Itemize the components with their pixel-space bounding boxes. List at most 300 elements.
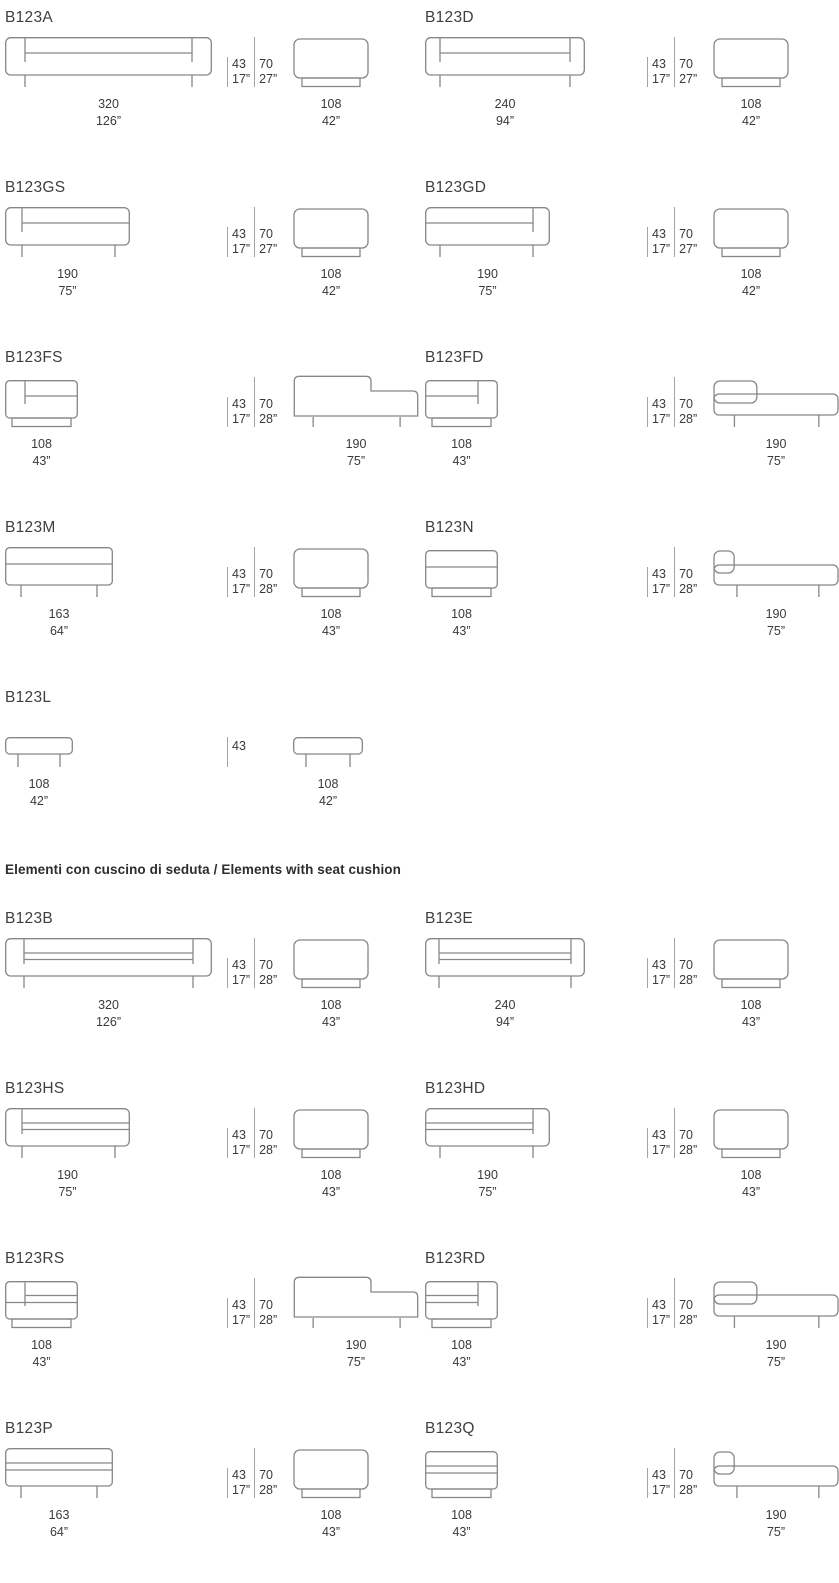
side-view-block bbox=[705, 939, 839, 1033]
height-dimensions bbox=[227, 737, 285, 767]
views-row bbox=[425, 373, 839, 471]
seat-height-cm: 43 bbox=[232, 1468, 246, 1482]
width-inches: 43” bbox=[32, 1355, 51, 1370]
seat-height-text bbox=[652, 397, 670, 427]
back-height-line bbox=[254, 207, 255, 257]
seat-height-cm: 43 bbox=[652, 567, 666, 581]
back-height-line bbox=[674, 938, 675, 988]
seat-height-text bbox=[232, 1468, 250, 1498]
width-inches: 94” bbox=[495, 1015, 515, 1030]
depth-cm: 190 bbox=[765, 1337, 787, 1352]
front-view-block bbox=[425, 380, 647, 472]
views-row bbox=[5, 1104, 420, 1202]
seat-height-cm: 43 bbox=[232, 739, 246, 753]
side-view-chaiseHL-drawing bbox=[293, 375, 419, 428]
seat-height-cm: 43 bbox=[652, 958, 666, 972]
views-row bbox=[425, 33, 839, 131]
product-spec-card bbox=[420, 342, 839, 512]
front-view-cornerLc-drawing bbox=[5, 1281, 78, 1329]
back-height-inches: 28” bbox=[259, 1483, 278, 1497]
depth-dimension bbox=[766, 606, 787, 642]
height-dimensions bbox=[227, 377, 285, 427]
side-view-block-drawing bbox=[713, 208, 789, 258]
side-view-block-drawing bbox=[293, 939, 369, 989]
width-dimension bbox=[96, 997, 121, 1033]
views-row bbox=[425, 543, 839, 641]
seat-height-line bbox=[227, 57, 228, 87]
seat-height-inches: 17” bbox=[232, 1483, 251, 1497]
seat-height-inches: 17” bbox=[232, 72, 251, 86]
depth-inches: 75” bbox=[766, 1355, 786, 1370]
back-height-cm: 70 bbox=[679, 567, 693, 581]
seat-height-cm: 43 bbox=[652, 1468, 666, 1482]
seat-height-cm: 43 bbox=[652, 1298, 666, 1312]
side-view-block bbox=[705, 1109, 839, 1203]
back-height-line bbox=[674, 207, 675, 257]
model-code: B123GS bbox=[5, 179, 66, 196]
width-inches: 43” bbox=[452, 454, 471, 469]
front-view-benchc-drawing bbox=[5, 1448, 113, 1499]
front-view-armR-drawing bbox=[425, 207, 550, 258]
height-dimensions bbox=[227, 547, 285, 597]
model-code: B123A bbox=[5, 9, 54, 26]
width-cm: 190 bbox=[57, 1167, 78, 1182]
back-height-line bbox=[254, 1448, 255, 1498]
product-spec-card bbox=[420, 172, 839, 342]
back-height-inches: 28” bbox=[259, 582, 278, 596]
depth-inches: 43” bbox=[321, 1015, 341, 1030]
back-height-line bbox=[254, 37, 255, 87]
views-row bbox=[5, 543, 420, 641]
views-row bbox=[425, 1104, 839, 1202]
seat-height-cm: 43 bbox=[652, 1128, 666, 1142]
front-view-block bbox=[425, 207, 647, 302]
views-row bbox=[5, 934, 420, 1032]
back-height-text bbox=[259, 567, 277, 597]
width-inches: 75” bbox=[58, 284, 77, 299]
product-spec-card bbox=[420, 2, 839, 172]
back-height-cm: 70 bbox=[679, 397, 693, 411]
side-view-chaiseBumpL-drawing bbox=[713, 550, 839, 598]
front-view-armL-drawing bbox=[5, 207, 130, 258]
height-dimensions bbox=[227, 37, 285, 87]
side-view-block bbox=[285, 208, 420, 302]
height-dimensions bbox=[647, 938, 705, 988]
depth-inches: 75” bbox=[766, 624, 786, 639]
width-cm: 163 bbox=[48, 606, 70, 621]
back-height-text bbox=[679, 57, 697, 87]
seat-height-text bbox=[232, 958, 250, 988]
back-height-inches: 28” bbox=[259, 1143, 278, 1157]
views-row bbox=[5, 713, 420, 811]
back-height-line bbox=[674, 1448, 675, 1498]
back-height-inches: 28” bbox=[679, 973, 698, 987]
width-dimension bbox=[29, 776, 50, 812]
side-view-block-drawing bbox=[713, 38, 789, 88]
back-height-inches: 28” bbox=[679, 1313, 698, 1327]
seat-height-inches: 17” bbox=[652, 1483, 671, 1497]
back-height-line bbox=[674, 377, 675, 427]
seat-height-text bbox=[232, 739, 246, 754]
model-code: B123FS bbox=[5, 349, 63, 366]
seat-height-inches: 17” bbox=[232, 412, 251, 426]
back-height-text bbox=[679, 567, 697, 597]
back-height-cm: 70 bbox=[259, 1298, 273, 1312]
width-cm: 190 bbox=[477, 266, 498, 281]
side-view-block bbox=[705, 380, 839, 472]
views-row bbox=[425, 1444, 839, 1542]
product-spec-card bbox=[0, 1243, 420, 1413]
views-row bbox=[5, 33, 420, 131]
front-view-bench-drawing bbox=[5, 547, 113, 598]
back-height-text bbox=[259, 1298, 277, 1328]
height-dimensions bbox=[227, 1108, 285, 1158]
views-row bbox=[425, 1274, 839, 1372]
side-view-block bbox=[285, 38, 420, 132]
seat-height-text bbox=[652, 1128, 670, 1158]
side-view-block bbox=[285, 1109, 420, 1203]
depth-inches: 43” bbox=[741, 1185, 761, 1200]
seat-height-inches: 17” bbox=[652, 72, 671, 86]
seat-height-line bbox=[647, 567, 648, 597]
seat-height-line bbox=[227, 397, 228, 427]
model-code: B123HD bbox=[425, 1080, 486, 1097]
views-row bbox=[5, 1444, 420, 1542]
back-height-text bbox=[259, 958, 277, 988]
seat-height-inches: 17” bbox=[232, 582, 251, 596]
seat-height-text bbox=[232, 227, 250, 257]
side-view-poufside-drawing bbox=[293, 737, 363, 768]
depth-cm: 108 bbox=[320, 1167, 342, 1182]
depth-dimension bbox=[741, 266, 762, 302]
front-view-sofa2c-drawing bbox=[5, 938, 212, 989]
seat-height-text bbox=[652, 567, 670, 597]
back-height-line bbox=[674, 1108, 675, 1158]
width-dimension bbox=[451, 436, 472, 472]
side-view-chaiseArmL-drawing bbox=[713, 1281, 839, 1329]
product-spec-card bbox=[0, 1413, 420, 1583]
back-height-line bbox=[254, 547, 255, 597]
width-dimension bbox=[49, 1507, 70, 1543]
product-spec-card bbox=[0, 342, 420, 512]
width-cm: 108 bbox=[451, 436, 472, 451]
seat-height-text bbox=[232, 397, 250, 427]
side-view-block bbox=[285, 737, 420, 812]
depth-inches: 43” bbox=[321, 624, 341, 639]
back-height-inches: 28” bbox=[679, 412, 698, 426]
height-dimensions bbox=[227, 938, 285, 988]
width-dimension bbox=[96, 96, 121, 132]
side-view-block bbox=[705, 550, 839, 642]
height-dimensions bbox=[647, 1448, 705, 1498]
front-view-armLc-drawing bbox=[5, 1108, 130, 1159]
model-code: B123L bbox=[5, 689, 52, 706]
width-inches: 43” bbox=[32, 454, 51, 469]
depth-cm: 108 bbox=[740, 96, 762, 111]
side-view-block-drawing bbox=[713, 939, 789, 989]
depth-dimension bbox=[321, 1507, 342, 1543]
depth-inches: 42” bbox=[741, 114, 761, 129]
side-view-block-drawing bbox=[293, 1449, 369, 1499]
seat-height-inches: 17” bbox=[652, 1143, 671, 1157]
depth-cm: 190 bbox=[345, 1337, 367, 1352]
depth-inches: 43” bbox=[741, 1015, 761, 1030]
height-dimensions bbox=[647, 1108, 705, 1158]
product-spec-card bbox=[420, 1073, 839, 1243]
depth-inches: 75” bbox=[346, 1355, 366, 1370]
back-height-cm: 70 bbox=[679, 57, 693, 71]
width-dimension bbox=[31, 436, 52, 472]
depth-dimension bbox=[741, 997, 762, 1033]
back-height-cm: 70 bbox=[679, 958, 693, 972]
front-view-block bbox=[5, 37, 227, 132]
side-view-chaiseHL-drawing bbox=[293, 1276, 419, 1329]
back-height-inches: 27” bbox=[679, 242, 698, 256]
front-view-sofa2-drawing bbox=[5, 37, 212, 88]
width-inches: 43” bbox=[452, 624, 471, 639]
front-view-seatc-drawing bbox=[425, 1451, 498, 1499]
width-dimension bbox=[451, 1337, 472, 1373]
seat-height-inches: 17” bbox=[232, 1143, 251, 1157]
views-row bbox=[425, 203, 839, 301]
depth-dimension bbox=[321, 1167, 342, 1203]
width-inches: 42” bbox=[29, 794, 49, 809]
front-view-block bbox=[5, 547, 227, 642]
front-view-cornerR-drawing bbox=[425, 380, 498, 428]
back-height-cm: 70 bbox=[679, 1128, 693, 1142]
front-view-cornerL-drawing bbox=[5, 380, 78, 428]
product-spec-card bbox=[420, 1413, 839, 1583]
seat-height-cm: 43 bbox=[232, 57, 246, 71]
back-height-line bbox=[674, 547, 675, 597]
back-height-cm: 70 bbox=[679, 227, 693, 241]
seat-height-cm: 43 bbox=[652, 57, 666, 71]
height-dimensions bbox=[647, 1278, 705, 1328]
front-view-block bbox=[5, 1108, 227, 1203]
depth-cm: 108 bbox=[320, 997, 342, 1012]
side-view-block-drawing bbox=[293, 548, 369, 598]
side-view-block bbox=[705, 1451, 839, 1543]
front-view-sofa2-drawing bbox=[425, 37, 585, 88]
width-dimension bbox=[451, 606, 472, 642]
front-view-block bbox=[425, 550, 647, 642]
product-spec-card bbox=[0, 512, 420, 682]
seat-height-cm: 43 bbox=[652, 227, 666, 241]
width-cm: 190 bbox=[57, 266, 78, 281]
side-view-block-drawing bbox=[713, 1109, 789, 1159]
back-height-line bbox=[254, 1108, 255, 1158]
width-dimension bbox=[57, 1167, 78, 1203]
width-dimension bbox=[451, 1507, 472, 1543]
model-code: B123P bbox=[5, 1420, 54, 1437]
depth-cm: 108 bbox=[740, 266, 762, 281]
depth-inches: 75” bbox=[346, 454, 366, 469]
side-view-block bbox=[705, 38, 839, 132]
back-height-cm: 70 bbox=[679, 1298, 693, 1312]
seat-height-cm: 43 bbox=[232, 1298, 246, 1312]
width-cm: 108 bbox=[451, 1337, 472, 1352]
front-view-pouf-drawing bbox=[5, 737, 73, 768]
depth-dimension bbox=[346, 436, 367, 472]
model-code: B123RS bbox=[5, 1250, 65, 1267]
height-dimensions bbox=[227, 1278, 285, 1328]
product-spec-card bbox=[420, 512, 839, 682]
depth-cm: 190 bbox=[765, 436, 787, 451]
product-spec-card bbox=[0, 2, 420, 172]
seat-height-text bbox=[232, 1128, 250, 1158]
depth-inches: 42” bbox=[318, 794, 338, 809]
height-dimensions bbox=[647, 377, 705, 427]
front-view-sofa2c-drawing bbox=[425, 938, 585, 989]
depth-inches: 75” bbox=[766, 454, 786, 469]
depth-dimension bbox=[321, 606, 342, 642]
seat-height-line bbox=[227, 227, 228, 257]
back-height-line bbox=[254, 938, 255, 988]
side-view-chaiseBumpL-drawing bbox=[713, 1451, 839, 1499]
views-row bbox=[5, 373, 420, 471]
depth-dimension bbox=[318, 776, 339, 812]
width-cm: 108 bbox=[31, 436, 52, 451]
depth-dimension bbox=[741, 96, 762, 132]
back-height-inches: 28” bbox=[679, 1483, 698, 1497]
product-spec-card bbox=[420, 903, 839, 1073]
front-view-block bbox=[5, 1448, 227, 1543]
back-height-text bbox=[679, 958, 697, 988]
depth-cm: 108 bbox=[740, 997, 762, 1012]
back-height-text bbox=[259, 227, 277, 257]
product-spec-card bbox=[0, 903, 420, 1073]
side-view-block bbox=[705, 208, 839, 302]
depth-dimension bbox=[766, 436, 787, 472]
seat-height-cm: 43 bbox=[232, 1128, 246, 1142]
height-dimensions bbox=[227, 207, 285, 257]
side-view-block bbox=[285, 548, 420, 642]
side-view-block bbox=[285, 939, 420, 1033]
seat-height-text bbox=[652, 227, 670, 257]
seat-height-line bbox=[227, 1298, 228, 1328]
seat-height-line bbox=[647, 958, 648, 988]
back-height-text bbox=[679, 227, 697, 257]
back-height-inches: 28” bbox=[259, 1313, 278, 1327]
width-inches: 126” bbox=[95, 1015, 122, 1030]
back-height-text bbox=[259, 1128, 277, 1158]
model-code: B123FD bbox=[425, 349, 484, 366]
width-inches: 94” bbox=[495, 114, 515, 129]
front-view-block bbox=[425, 938, 647, 1033]
seat-height-line bbox=[227, 567, 228, 597]
front-view-block bbox=[425, 1281, 647, 1373]
back-height-inches: 27” bbox=[259, 72, 278, 86]
back-height-inches: 27” bbox=[259, 242, 278, 256]
side-view-chaiseArmL-drawing bbox=[713, 380, 839, 428]
width-cm: 190 bbox=[477, 1167, 498, 1182]
front-view-seat-drawing bbox=[425, 550, 498, 598]
width-inches: 75” bbox=[478, 284, 497, 299]
depth-inches: 42” bbox=[321, 114, 341, 129]
seat-height-cm: 43 bbox=[232, 958, 246, 972]
height-dimensions bbox=[647, 37, 705, 87]
depth-dimension bbox=[321, 266, 342, 302]
back-height-inches: 28” bbox=[679, 1143, 698, 1157]
views-row bbox=[425, 934, 839, 1032]
model-code: B123GD bbox=[425, 179, 487, 196]
depth-inches: 43” bbox=[321, 1185, 341, 1200]
section-seat-cushion-grid bbox=[0, 903, 839, 1583]
back-height-text bbox=[259, 397, 277, 427]
model-code: B123HS bbox=[5, 1080, 65, 1097]
depth-dimension bbox=[321, 96, 342, 132]
depth-inches: 42” bbox=[741, 284, 761, 299]
seat-height-line bbox=[647, 1468, 648, 1498]
front-view-block bbox=[5, 207, 227, 302]
side-view-block bbox=[705, 1281, 839, 1373]
model-code: B123RD bbox=[425, 1250, 486, 1267]
seat-height-line bbox=[647, 397, 648, 427]
height-dimensions bbox=[647, 207, 705, 257]
depth-cm: 108 bbox=[320, 606, 342, 621]
seat-height-cm: 43 bbox=[232, 227, 246, 241]
model-code: B123Q bbox=[425, 1420, 475, 1437]
product-spec-card bbox=[420, 1243, 839, 1413]
seat-height-text bbox=[652, 57, 670, 87]
seat-height-inches: 17” bbox=[232, 1313, 251, 1327]
depth-cm: 190 bbox=[765, 1507, 787, 1522]
front-view-block bbox=[425, 1451, 647, 1543]
depth-cm: 108 bbox=[320, 96, 342, 111]
seat-height-line bbox=[227, 1128, 228, 1158]
model-code: B123M bbox=[5, 519, 56, 536]
width-dimension bbox=[477, 266, 498, 302]
seat-height-line bbox=[647, 1298, 648, 1328]
depth-cm: 108 bbox=[320, 1507, 342, 1522]
model-code: B123B bbox=[5, 910, 54, 927]
side-view-block-drawing bbox=[293, 208, 369, 258]
depth-cm: 190 bbox=[345, 436, 367, 451]
width-inches: 75” bbox=[58, 1185, 77, 1200]
width-cm: 108 bbox=[451, 606, 472, 621]
seat-height-text bbox=[232, 567, 250, 597]
seat-height-text bbox=[652, 1468, 670, 1498]
seat-height-inches: 17” bbox=[652, 973, 671, 987]
depth-cm: 190 bbox=[765, 606, 787, 621]
depth-inches: 75” bbox=[766, 1525, 786, 1540]
model-code: B123D bbox=[425, 9, 474, 26]
seat-height-line bbox=[227, 1468, 228, 1498]
width-inches: 75” bbox=[478, 1185, 497, 1200]
width-inches: 64” bbox=[49, 624, 69, 639]
depth-cm: 108 bbox=[740, 1167, 762, 1182]
seat-height-cm: 43 bbox=[232, 397, 246, 411]
back-height-line bbox=[674, 1278, 675, 1328]
seat-height-text bbox=[232, 1298, 250, 1328]
back-height-line bbox=[674, 37, 675, 87]
width-inches: 64” bbox=[49, 1525, 69, 1540]
model-code: B123N bbox=[425, 519, 474, 536]
depth-dimension bbox=[741, 1167, 762, 1203]
height-dimensions bbox=[227, 1448, 285, 1498]
back-height-text bbox=[679, 1128, 697, 1158]
width-cm: 320 bbox=[98, 96, 119, 111]
seat-height-text bbox=[232, 57, 250, 87]
width-inches: 43” bbox=[452, 1525, 471, 1540]
seat-height-cm: 43 bbox=[232, 567, 246, 581]
side-view-block bbox=[285, 1449, 420, 1543]
width-dimension bbox=[31, 1337, 52, 1373]
height-dimensions bbox=[647, 547, 705, 597]
front-view-cornerRc-drawing bbox=[425, 1281, 498, 1329]
depth-inches: 43” bbox=[321, 1525, 341, 1540]
depth-dimension bbox=[346, 1337, 367, 1373]
